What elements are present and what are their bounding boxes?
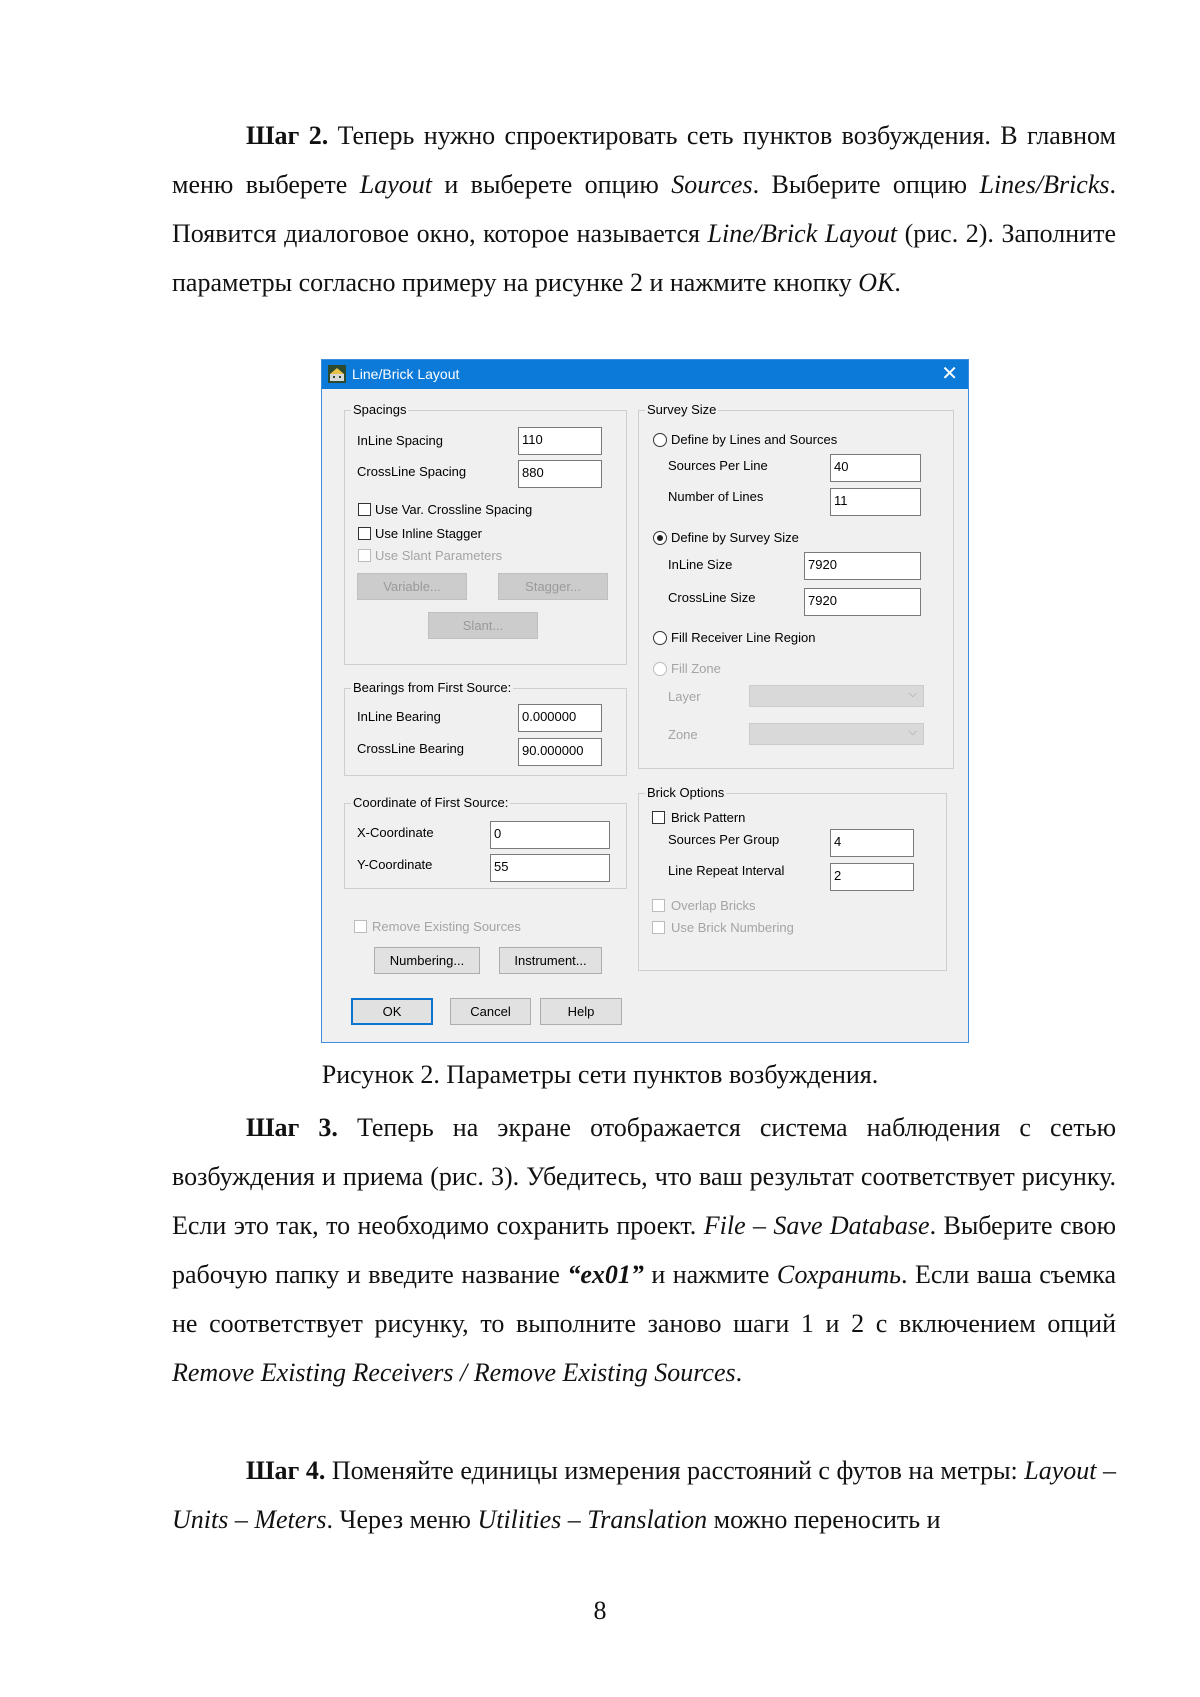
line-brick-layout-dialog (321, 359, 969, 1043)
sources-per-line-label: Sources Per Line (668, 458, 768, 473)
overlap-bricks-label: Overlap Bricks (671, 898, 756, 913)
x-coordinate-input[interactable]: 0 (490, 821, 610, 849)
line-repeat-input[interactable]: 2 (830, 863, 914, 891)
chevron-down-icon: ⌵ (909, 688, 917, 701)
define-by-lines-label: Define by Lines and Sources (671, 432, 837, 447)
overlap-bricks-checkbox[interactable] (652, 899, 665, 912)
zone-dropdown[interactable] (749, 723, 924, 745)
use-brick-numbering-label: Use Brick Numbering (671, 920, 794, 935)
step4-label: Шаг 4. (246, 1456, 325, 1485)
spacings-title: Spacings (351, 402, 408, 417)
slant-params-label: Use Slant Parameters (375, 548, 502, 563)
dialog-titlebar[interactable] (322, 360, 968, 389)
crossline-bearing-label: CrossLine Bearing (357, 741, 464, 756)
define-by-size-radio[interactable] (653, 531, 667, 545)
step2-label: Шаг 2. (246, 121, 328, 150)
inline-bearing-input[interactable]: 0.000000 (518, 704, 602, 732)
inline-stagger-label: Use Inline Stagger (375, 526, 482, 541)
layer-dropdown[interactable] (749, 685, 924, 707)
ok-button[interactable]: OK (351, 998, 433, 1025)
inline-bearing-label: InLine Bearing (357, 709, 441, 724)
sources-per-group-label: Sources Per Group (668, 832, 779, 847)
step2-paragraph: Шаг 2. Теперь нужно спроектировать сеть пунктов возбуждения. В главном меню выберете Layout и выберете опцию Sources. Выберите опцию Lines/Bricks. Появится диалоговое окно, которое называется Line/Brick Layout (рис. 2). Заполните параметры согласно примеру на рисунке 2 и нажмите кнопку OK. (172, 111, 1116, 307)
var-crossline-checkbox[interactable] (358, 503, 371, 516)
remove-existing-checkbox[interactable] (354, 920, 367, 933)
remove-existing-label: Remove Existing Sources (372, 919, 521, 934)
y-coordinate-input[interactable]: 55 (490, 854, 610, 882)
inline-size-label: InLine Size (668, 557, 732, 572)
crossline-bearing-input[interactable]: 90.000000 (518, 738, 602, 766)
inline-stagger-checkbox[interactable] (358, 527, 371, 540)
chevron-down-icon: ⌵ (909, 726, 917, 739)
inline-spacing-label: InLine Spacing (357, 433, 443, 448)
zone-label: Zone (668, 727, 698, 742)
define-by-lines-radio[interactable] (653, 433, 667, 447)
fill-zone-label: Fill Zone (671, 661, 721, 676)
fill-receiver-radio[interactable] (653, 631, 667, 645)
define-by-size-label: Define by Survey Size (671, 530, 799, 545)
figure-caption: Рисунок 2. Параметры сети пунктов возбуждения. (0, 1055, 1200, 1095)
instrument-button[interactable]: Instrument... (499, 947, 602, 974)
slant-button[interactable]: Slant... (428, 612, 538, 639)
crossline-size-input[interactable]: 7920 (804, 588, 921, 616)
crossline-spacing-input[interactable]: 880 (518, 460, 602, 488)
numbering-button[interactable]: Numbering... (374, 947, 480, 974)
bearings-title: Bearings from First Source: (351, 680, 513, 695)
crossline-spacing-label: CrossLine Spacing (357, 464, 466, 479)
line-repeat-label: Line Repeat Interval (668, 863, 784, 878)
coordinate-title: Coordinate of First Source: (351, 795, 510, 810)
dialog-title: Line/Brick Layout (352, 366, 459, 382)
survey-size-title: Survey Size (645, 402, 718, 417)
number-of-lines-label: Number of Lines (668, 489, 763, 504)
step3-paragraph: Шаг 3. Теперь на экране отображается система наблюдения с сетью возбуждения и приема (рис. 3). Убедитесь, что ваш результат соответствует рисунку. Если это так, то необходимо сохранить проект. File – Save Database. Выберите свою рабочую папку и введите название “ex01” и нажмите Сохранить. Если ваша съемка не соответствует рисунку, то выполните заново шаги 1 и 2 с включением опций Remove Existing Receivers / Remove Existing Sources. (172, 1103, 1116, 1397)
brick-pattern-checkbox[interactable] (652, 811, 665, 824)
use-brick-numbering-checkbox[interactable] (652, 921, 665, 934)
number-of-lines-input[interactable]: 11 (830, 488, 921, 516)
step4-paragraph: Шаг 4. Поменяйте единицы измерения расстояний с футов на метры: Layout – Units – Meters. Через меню Utilities – Translation можно переносить и (172, 1446, 1116, 1544)
fill-zone-radio[interactable] (653, 662, 667, 676)
inline-size-input[interactable]: 7920 (804, 552, 921, 580)
brick-options-title: Brick Options (645, 785, 726, 800)
slant-params-checkbox[interactable] (358, 549, 371, 562)
help-button[interactable]: Help (540, 998, 622, 1025)
stagger-button[interactable]: Stagger... (498, 573, 608, 600)
step3-label: Шаг 3. (246, 1113, 338, 1142)
inline-spacing-input[interactable]: 110 (518, 427, 602, 455)
var-crossline-label: Use Var. Crossline Spacing (375, 502, 532, 517)
page-number: 8 (0, 1596, 1200, 1626)
sources-per-line-input[interactable]: 40 (830, 454, 921, 482)
variable-button[interactable]: Variable... (357, 573, 467, 600)
fill-receiver-label: Fill Receiver Line Region (671, 630, 816, 645)
close-icon[interactable]: ✕ (941, 362, 958, 386)
layer-label: Layer (668, 689, 701, 704)
app-icon (328, 365, 346, 383)
crossline-size-label: CrossLine Size (668, 590, 755, 605)
brick-pattern-label: Brick Pattern (671, 810, 745, 825)
cancel-button[interactable]: Cancel (450, 998, 531, 1025)
x-coordinate-label: X-Coordinate (357, 825, 434, 840)
y-coordinate-label: Y-Coordinate (357, 857, 432, 872)
radio-selected-dot (657, 535, 663, 541)
sources-per-group-input[interactable]: 4 (830, 829, 914, 857)
